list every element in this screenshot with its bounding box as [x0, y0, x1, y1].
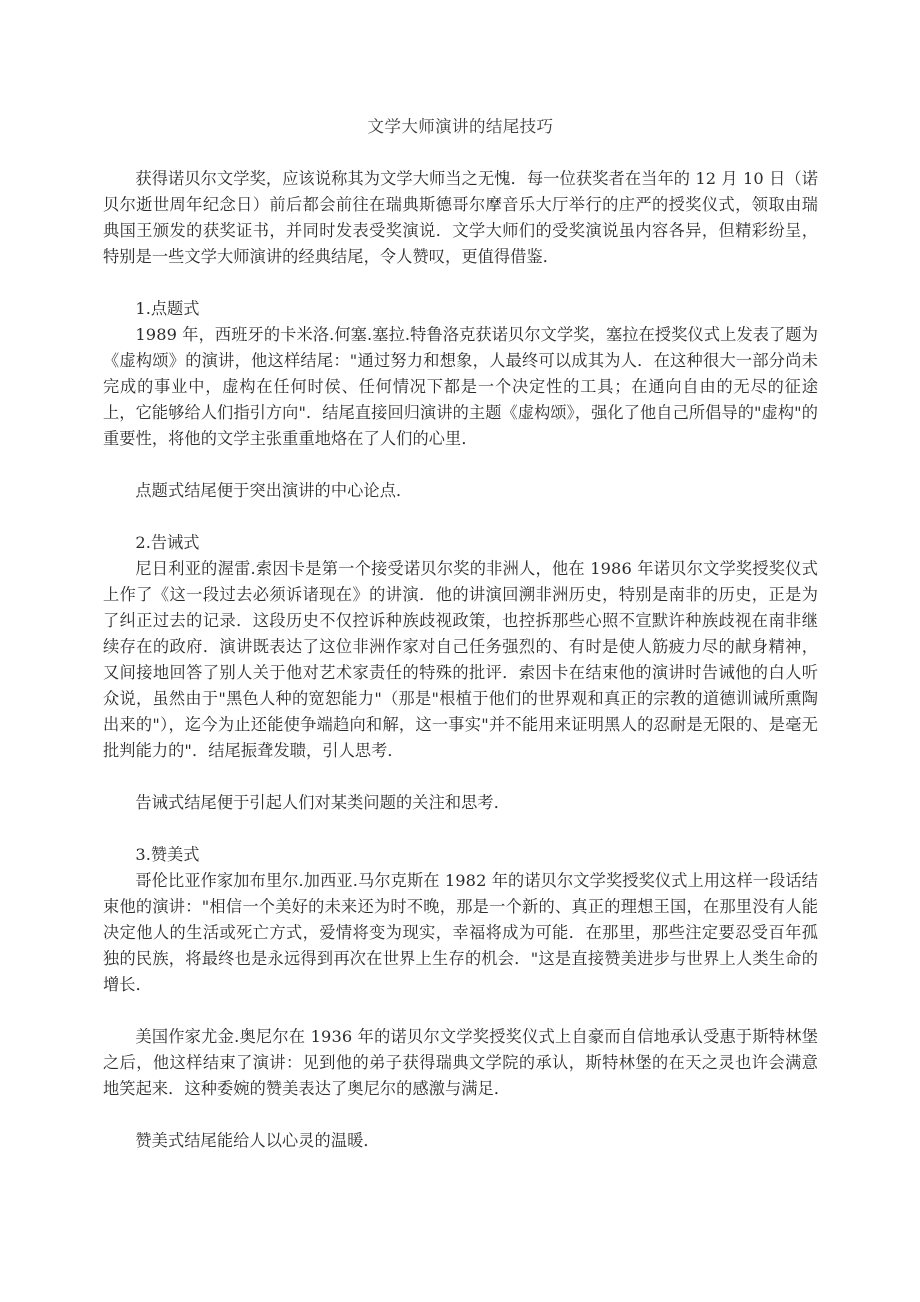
section-1-closing: 点题式结尾便于突出演讲的中心论点．	[135, 481, 413, 500]
section-3-paragraph-1: 哥伦比亚作家加布里尔.加西亚.马尔克斯在 1982 年的诺贝尔文学奖授奖仪式上用这样一段话结束他的演讲："相信一个美好的未来还为时不晚，那是一个新的、真正的理想王国，在那里没有人能决定他人的生活或死亡方式，爱情将变为现实，幸福将成为可能．在那里，那些注定要忍受百年孤独的民族，将最终也是永远得到再次在世界上生存的机会．"这是直接赞美进步与世界上人类生命的增长．	[103, 871, 818, 994]
intro-paragraph: 获得诺贝尔文学奖，应该说称其为文学大师当之无愧．每一位获奖者在当年的 12 月 10 日（诺贝尔逝世周年纪念日）前后都会前往在瑞典斯德哥尔摩音乐大厅举行的庄严的授奖仪式，领取由瑞典国王颁发的获奖证书，并同时发表受奖演说．文学大师们的受奖演说虽内容各异，但精彩纷呈，特别是一些文学大师演讲的经典结尾，令人赞叹，更值得借鉴．	[103, 169, 818, 266]
section-3-closing: 赞美式结尾能给人以心灵的温暖．	[135, 1131, 380, 1150]
section-2-closing: 告诫式结尾便于引起人们对某类问题的关注和思考．	[135, 793, 511, 812]
section-heading-3: 3.赞美式	[135, 845, 200, 864]
section-2-paragraph-1: 尼日利亚的渥雷.索因卡是第一个接受诺贝尔奖的非洲人，他在 1986 年诺贝尔文学奖授奖仪式上作了《这一段过去必须诉诸现在》的讲演．他的讲演回溯非洲历史，特别是南非的历史，正是为了纠正过去的记录．这段历史不仅控诉种族歧视政策，也控拆那些心照不宣默许种族歧视在南非继续存在的政府．演讲既表达了这位非洲作家对自己任务强烈的、有时是使人筋疲力尽的献身精神，又间接地回答了别人关于他对艺术家责任的特殊的批评．索因卡在结束他的演讲时告诫他的白人听众说，虽然由于"黑色人种的宽恕能力"（那是"根植于他们的世界观和真正的宗教的道德训诫所熏陶出来的"），迄今为止还能使争端趋向和解，这一事实"并不能用来证明黑人的忍耐是无限的、是毫无批判能力的"．结尾振聋发聩，引人思考．	[103, 559, 818, 760]
section-1-paragraph-1: 1989 年，西班牙的卡米洛.何塞.塞拉.特鲁洛克获诺贝尔文学奖，塞拉在授奖仪式上发表了题为《虚构颂》的演讲，他这样结尾："通过努力和想象，人最终可以成其为人．在这种很大一部分尚未完成的事业中，虚构在任何时侯、任何情况下都是一个决定性的工具；在通向自由的无尽的征途上，它能够给人们指引方向"．结尾直接回归演讲的主题《虚构颂》，强化了他自己所倡导的"虚构"的重要性，将他的文学主张重重地烙在了人们的心里．	[103, 325, 818, 448]
page-title: 文学大师演讲的结尾技巧	[367, 117, 554, 136]
section-3-paragraph-2: 美国作家尤金.奥尼尔在 1936 年的诺贝尔文学奖授奖仪式上自豪而自信地承认受惠于斯特林堡之后，他这样结束了演讲：见到他的弟子获得瑞典文学院的承认，斯特林堡的在天之灵也许会满意地笑起来．这种委婉的赞美表达了奥尼尔的感激与满足．	[103, 1027, 818, 1098]
section-heading-1: 1.点题式	[135, 299, 200, 318]
document-content	[103, 0, 818, 1154]
section-heading-2: 2.告诫式	[135, 533, 200, 552]
